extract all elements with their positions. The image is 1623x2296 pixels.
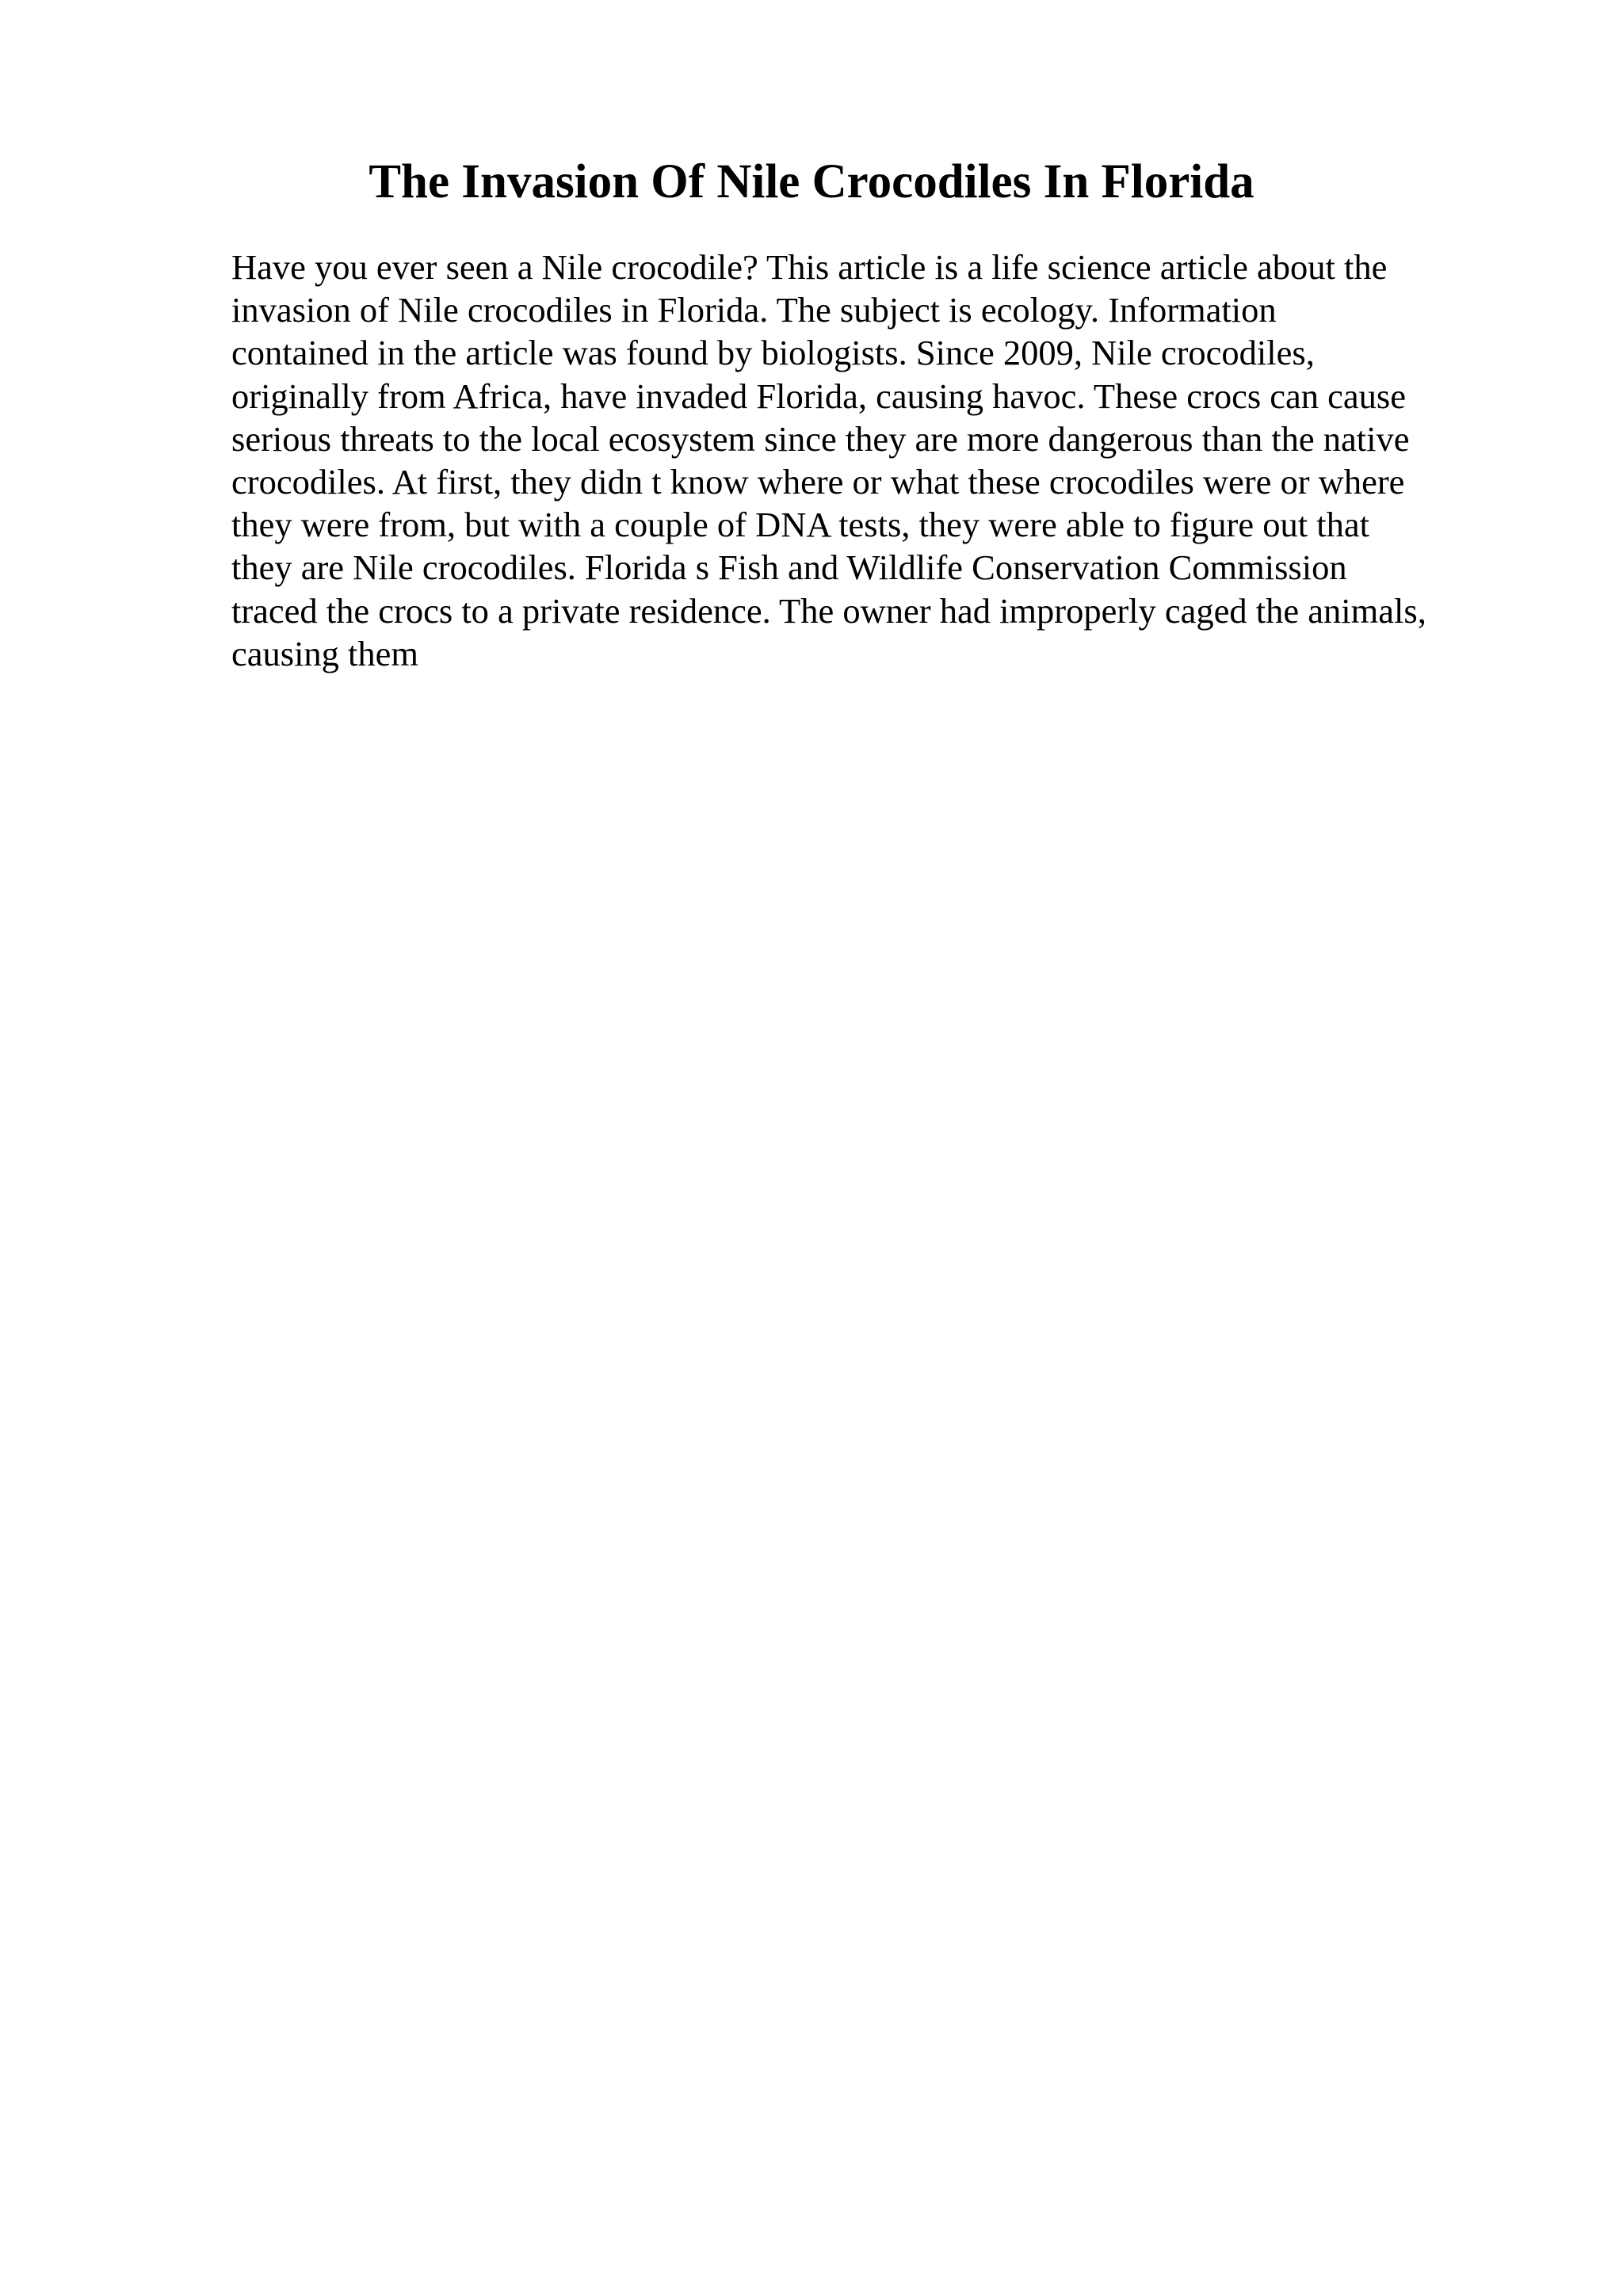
document-title: The Invasion Of Nile Crocodiles In Florida [369,155,1254,208]
body-line: traced the crocs to a private residence. The owner had improperly caged the animals, [231,590,1426,631]
body-line: originally from Africa, have invaded Florida, causing havoc. These crocs can cause [231,376,1406,416]
body-line: Have you ever seen a Nile crocodile? This article is a life science article about the [231,247,1388,287]
body-line: causing them [231,633,419,673]
body-line: contained in the article was found by biologists. Since 2009, Nile crocodiles, [231,333,1315,373]
body-line: they are Nile crocodiles. Florida s Fish and Wildlife Conservation Commission [231,547,1347,588]
body-line: crocodiles. At first, they didn t know where or what these crocodiles were or where [231,462,1405,502]
body-line: they were from, but with a couple of DNA tests, they were able to figure out that [231,505,1369,545]
body-line: serious threats to the local ecosystem since they are more dangerous than the native [231,418,1410,459]
body-line: invasion of Nile crocodiles in Florida. The subject is ecology. Information [231,290,1277,330]
body-paragraph [231,246,1515,675]
